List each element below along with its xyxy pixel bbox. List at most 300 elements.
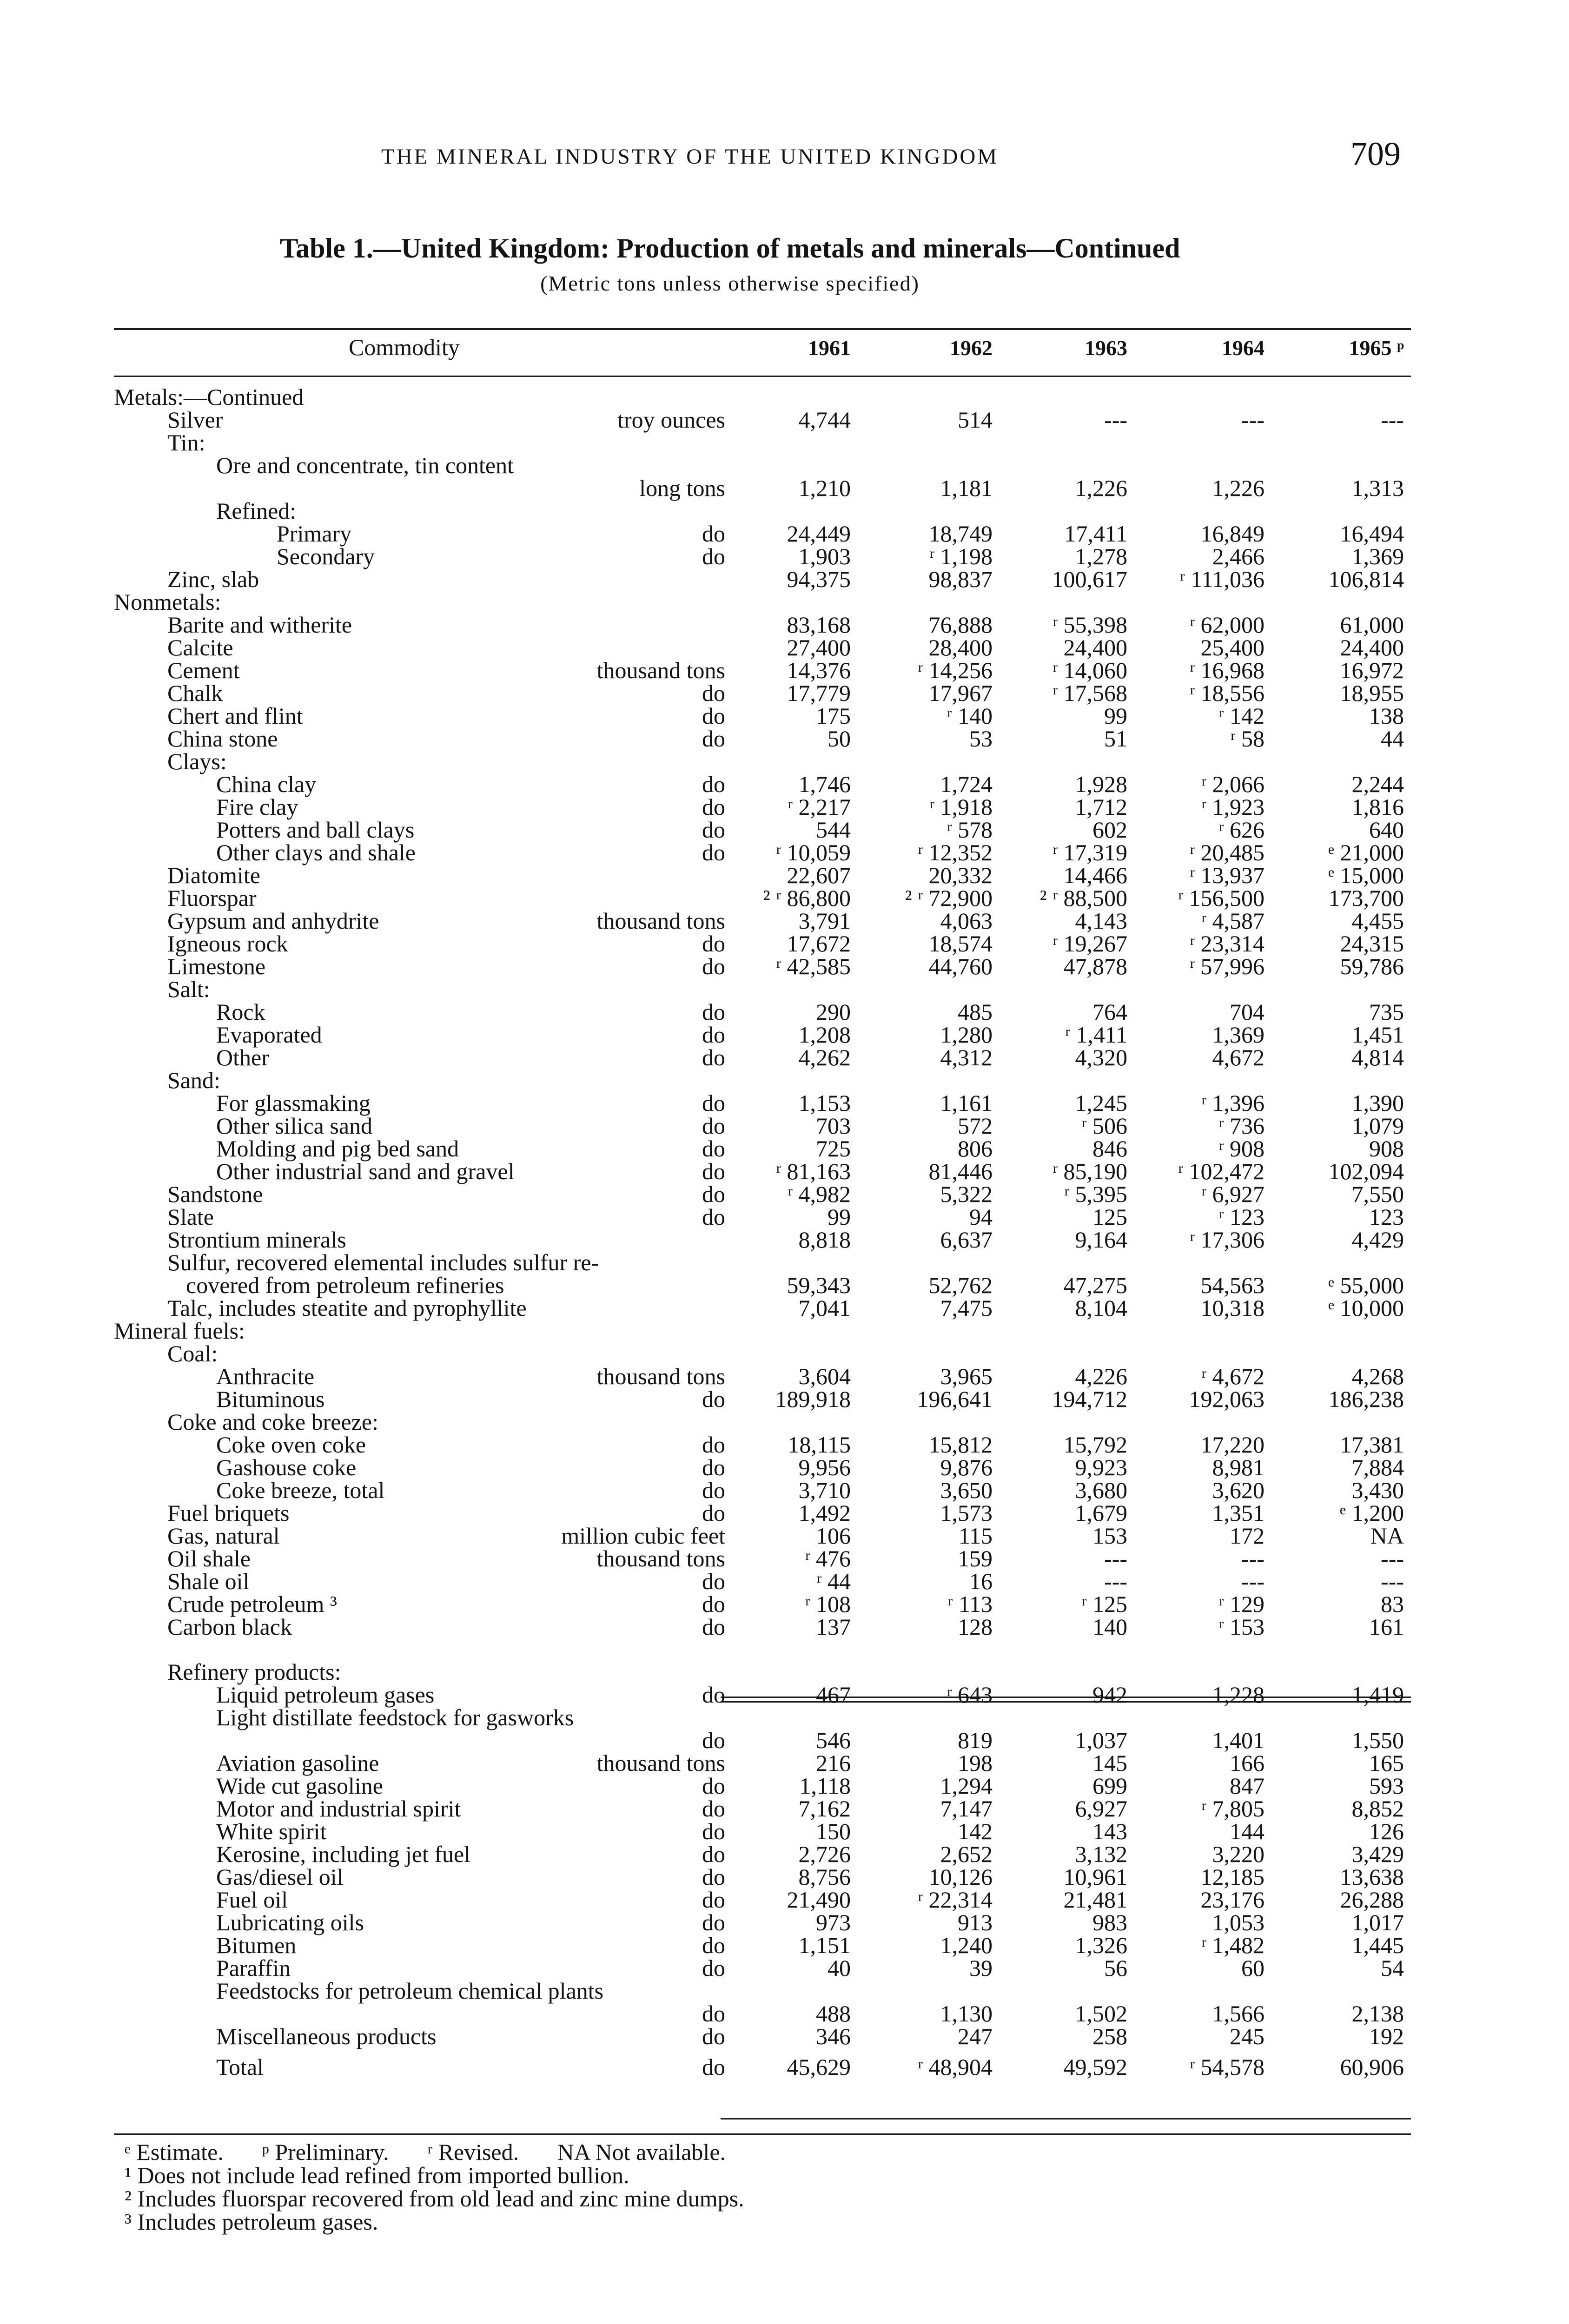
cell-value: 1,903 <box>798 543 851 569</box>
cell-value: 1,118 <box>799 1773 851 1799</box>
row-label: Bitumen <box>216 1932 297 1958</box>
cell-value: 16,972 <box>1340 657 1404 683</box>
cell-value: ʳ 129 <box>1218 1591 1264 1617</box>
row-unit: do <box>702 1204 725 1230</box>
cell-value: --- <box>1241 1545 1264 1571</box>
cell-value: ʳ 142 <box>1218 703 1264 729</box>
row-unit: do <box>702 817 725 843</box>
row-unit: do <box>702 1818 725 1844</box>
cell-value: ʳ 44 <box>816 1568 851 1594</box>
row-unit: million cubic feet <box>561 1523 725 1549</box>
cell-value: 3,791 <box>798 908 851 934</box>
cell-value: 346 <box>816 2023 851 2049</box>
cell-value: ʳ 17,306 <box>1190 1227 1264 1253</box>
cell-value: 4,744 <box>798 407 851 433</box>
row-label: Coal: <box>167 1340 218 1367</box>
cell-value: ² ʳ 88,500 <box>1039 885 1127 911</box>
cell-value: 704 <box>1230 999 1264 1025</box>
cell-value: 17,381 <box>1340 1432 1404 1458</box>
row-unit: do <box>702 1136 725 1162</box>
table-row <box>0 1661 1569 1684</box>
row-label: Sandstone <box>167 1181 263 1207</box>
row-unit: troy ounces <box>617 407 725 433</box>
table-row <box>0 750 1569 773</box>
row-label: Other <box>216 1044 269 1070</box>
row-label: Talc, includes steatite and pyrophyllite <box>167 1295 527 1321</box>
table-row <box>0 659 1569 682</box>
cell-value: --- <box>1241 407 1264 433</box>
cell-value: 1,130 <box>940 2000 993 2027</box>
cell-value: 59,343 <box>787 1272 851 1298</box>
row-unit: do <box>702 1591 725 1617</box>
row-label: White spirit <box>216 1818 327 1844</box>
row-label: Fuel oil <box>216 1887 288 1913</box>
cell-value: 1,226 <box>1212 475 1264 501</box>
cell-value: 17,779 <box>787 680 851 706</box>
cell-value: 7,147 <box>940 1796 993 1822</box>
cell-value: 83,168 <box>787 612 851 638</box>
cell-value: 4,672 <box>1212 1044 1264 1070</box>
cell-value: 9,923 <box>1075 1454 1127 1480</box>
row-unit: do <box>702 1864 725 1890</box>
table-row <box>0 1547 1569 1570</box>
table-row <box>0 1866 1569 1888</box>
row-label: Ore and concentrate, tin content <box>216 452 514 478</box>
row-unit: do <box>702 2000 725 2027</box>
table-row <box>0 1706 1569 1729</box>
row-unit: do <box>702 1158 725 1184</box>
cell-value: 47,275 <box>1063 1272 1127 1298</box>
cell-value: 192 <box>1369 2023 1404 2049</box>
cell-value: 3,430 <box>1351 1477 1404 1503</box>
row-unit: do <box>702 931 725 957</box>
cell-value: 3,220 <box>1212 1841 1264 1867</box>
cell-value: ʳ 1,396 <box>1201 1090 1264 1116</box>
cell-value: 1,401 <box>1212 1727 1264 1753</box>
cell-value: 8,818 <box>798 1227 851 1253</box>
cell-value: 1,228 <box>1212 1682 1264 1708</box>
table-row <box>0 568 1569 591</box>
cell-value: ʳ 4,672 <box>1201 1363 1264 1389</box>
cell-value: 485 <box>958 999 993 1025</box>
cell-value: 1,313 <box>1351 475 1404 501</box>
cell-value: 7,475 <box>940 1295 993 1321</box>
cell-value: ʳ 14,256 <box>918 657 993 683</box>
row-label: Lubricating oils <box>216 1909 364 1935</box>
cell-value: 142 <box>958 1818 993 1844</box>
row-unit: thousand tons <box>596 1545 725 1571</box>
cell-value: 9,164 <box>1075 1227 1127 1253</box>
cell-value: 7,884 <box>1351 1454 1404 1480</box>
table-row <box>0 1684 1569 1706</box>
cell-value: 26,288 <box>1340 1887 1404 1913</box>
row-label: Mineral fuels: <box>114 1318 245 1344</box>
cell-value: ʳ 908 <box>1218 1136 1264 1162</box>
row-unit: do <box>702 2023 725 2049</box>
cell-value: --- <box>1381 407 1404 433</box>
cell-value: --- <box>1104 1545 1127 1571</box>
row-label: China stone <box>167 726 278 752</box>
row-label: Oil shale <box>167 1545 251 1571</box>
row-unit: do <box>702 1887 725 1913</box>
row-label: Gashouse coke <box>216 1454 357 1480</box>
table-row <box>0 1092 1569 1115</box>
row-unit: do <box>702 1386 725 1412</box>
row-label: Gypsum and anhydrite <box>167 908 379 934</box>
cell-value: 973 <box>816 1909 851 1935</box>
row-unit: do <box>702 999 725 1025</box>
cell-value: ʳ 58 <box>1230 726 1264 752</box>
cell-value: 153 <box>1092 1523 1127 1549</box>
table-row <box>0 1593 1569 1616</box>
cell-value: ʳ 1,918 <box>929 794 993 820</box>
cell-value: 572 <box>958 1113 993 1139</box>
row-unit: thousand tons <box>596 657 725 683</box>
row-label: Other silica sand <box>216 1113 373 1139</box>
cell-value: 1,566 <box>1212 2000 1264 2027</box>
table-row <box>0 1456 1569 1479</box>
cell-value: ʳ 736 <box>1218 1113 1264 1139</box>
cell-value: --- <box>1104 407 1127 433</box>
row-label: Limestone <box>167 953 266 979</box>
table-row <box>0 841 1569 864</box>
row-label: Secondary <box>277 543 375 569</box>
table-row <box>0 727 1569 750</box>
cell-value: ʳ 125 <box>1081 1591 1127 1617</box>
table-row <box>0 1320 1569 1342</box>
cell-value: ʳ 108 <box>805 1591 851 1617</box>
cell-value: 1,351 <box>1212 1500 1264 1526</box>
table-row <box>0 1843 1569 1866</box>
row-unit: do <box>702 1614 725 1640</box>
cell-value: 94 <box>969 1204 993 1230</box>
row-label: Evaporated <box>216 1022 322 1048</box>
cell-value: 2,138 <box>1351 2000 1404 2027</box>
table-row <box>0 2002 1569 2025</box>
row-unit: do <box>702 1727 725 1753</box>
cell-value: --- <box>1241 1568 1264 1594</box>
cell-value: 10,126 <box>928 1864 993 1890</box>
table-bottom-rule <box>114 2133 1411 2135</box>
cell-value: 47,878 <box>1063 953 1127 979</box>
cell-value: 15,792 <box>1063 1432 1127 1458</box>
row-label: Motor and industrial spirit <box>216 1796 461 1822</box>
cell-value: 45,629 <box>787 2054 851 2080</box>
cell-value: 258 <box>1092 2023 1127 2049</box>
cell-value: ʳ 57,996 <box>1190 953 1264 979</box>
row-label: Wide cut gasoline <box>216 1773 383 1799</box>
table-row <box>0 1729 1569 1752</box>
table-row <box>0 955 1569 978</box>
cell-value: 908 <box>1369 1136 1404 1162</box>
row-label: Cement <box>167 657 240 683</box>
cell-value: 4,814 <box>1351 1044 1404 1070</box>
cell-value: ʳ 13,937 <box>1190 862 1264 888</box>
cell-value: 593 <box>1369 1773 1404 1799</box>
table-row <box>0 1570 1569 1593</box>
table-row <box>0 477 1569 500</box>
row-label: Fluorspar <box>167 885 257 911</box>
cell-value: ʳ 14,060 <box>1053 657 1127 683</box>
row-unit: do <box>702 1113 725 1139</box>
row-label: Kerosine, including jet fuel <box>216 1841 471 1867</box>
table-row <box>0 1342 1569 1365</box>
row-unit: do <box>702 726 725 752</box>
row-unit: do <box>702 1568 725 1594</box>
cell-value: ʳ 626 <box>1218 817 1264 843</box>
cell-value: 1,573 <box>940 1500 993 1526</box>
cell-value: ʳ 20,485 <box>1190 839 1264 865</box>
running-head: THE MINERAL INDUSTRY OF THE UNITED KINGDOM <box>381 145 999 169</box>
cell-value: 99 <box>1104 703 1127 729</box>
row-label: Light distillate feedstock for gasworks <box>216 1704 574 1730</box>
cell-value: 4,429 <box>1351 1227 1404 1253</box>
column-header-commodity: Commodity <box>349 334 460 360</box>
cell-value: 847 <box>1230 1773 1264 1799</box>
table-row <box>0 1046 1569 1069</box>
cell-value: 60,906 <box>1340 2054 1404 2080</box>
cell-value: 1,245 <box>1075 1090 1127 1116</box>
cell-value: 819 <box>958 1727 993 1753</box>
cell-value: 9,956 <box>798 1454 851 1480</box>
cell-value: 1,502 <box>1075 2000 1127 2027</box>
cell-value: 725 <box>816 1136 851 1162</box>
cell-value: 126 <box>1369 1818 1404 1844</box>
table-row <box>0 1775 1569 1797</box>
row-label: Fuel briquets <box>167 1500 290 1526</box>
cell-value: 186,238 <box>1328 1386 1404 1412</box>
row-label: Chert and flint <box>167 703 303 729</box>
cell-value: 106 <box>816 1523 851 1549</box>
row-label: Molding and pig bed sand <box>216 1136 459 1162</box>
row-label: Aviation gasoline <box>216 1750 379 1776</box>
cell-value: 1,210 <box>798 475 851 501</box>
row-unit: do <box>702 680 725 706</box>
cell-value: 99 <box>828 1204 851 1230</box>
row-label: Tin: <box>167 429 205 456</box>
table-row <box>0 910 1569 932</box>
cell-value: 21,481 <box>1063 1887 1127 1913</box>
table-row <box>0 1957 1569 1980</box>
row-label: China clay <box>216 771 317 797</box>
cell-value: 1,278 <box>1075 543 1127 569</box>
cell-value: 27,400 <box>787 634 851 660</box>
row-unit: thousand tons <box>596 1750 725 1776</box>
header-bottom-rule <box>114 376 1411 377</box>
cell-value: 17,220 <box>1200 1432 1264 1458</box>
cell-value: --- <box>1381 1545 1404 1571</box>
cell-value: 24,449 <box>787 521 851 547</box>
cell-value: 18,115 <box>788 1432 851 1458</box>
cell-value: ᵉ 10,000 <box>1328 1295 1404 1321</box>
cell-value: 3,429 <box>1351 1841 1404 1867</box>
row-unit: do <box>702 953 725 979</box>
table-row <box>0 1797 1569 1820</box>
cell-value: 24,315 <box>1340 931 1404 957</box>
cell-value: 49,592 <box>1063 2054 1127 2080</box>
cell-value: 806 <box>958 1136 993 1162</box>
row-unit: long tons <box>639 475 725 501</box>
row-label: Zinc, slab <box>167 566 259 592</box>
table-row <box>0 431 1569 454</box>
row-unit: do <box>702 1022 725 1048</box>
cell-value: 247 <box>958 2023 993 2049</box>
row-unit: do <box>702 1044 725 1070</box>
column-header-1962: 1962 <box>950 336 993 360</box>
cell-value: 145 <box>1092 1750 1127 1776</box>
table-row <box>0 773 1569 796</box>
cell-value: 699 <box>1092 1773 1127 1799</box>
table-title: Table 1.—United Kingdom: Production of metals and minerals—Continued <box>279 233 1180 264</box>
cell-value: 1,724 <box>940 771 993 797</box>
cell-value: --- <box>1381 1568 1404 1594</box>
cell-value: 54 <box>1381 1955 1404 1981</box>
row-label: Gas/diesel oil <box>216 1864 344 1890</box>
page-number: 709 <box>1351 135 1401 172</box>
cell-value: 28,400 <box>928 634 993 660</box>
cell-value: 16,494 <box>1340 521 1404 547</box>
cell-value: ʳ 140 <box>947 703 993 729</box>
cell-value: 640 <box>1369 817 1404 843</box>
table-row <box>0 932 1569 955</box>
row-unit: do <box>702 1773 725 1799</box>
cell-value: 1,079 <box>1351 1113 1404 1139</box>
column-header-1964: 1964 <box>1222 336 1264 360</box>
table-row <box>0 1980 1569 2002</box>
cell-value: 1,369 <box>1212 1022 1264 1048</box>
cell-value: 5,322 <box>940 1181 993 1207</box>
table-row <box>0 545 1569 568</box>
row-label: Igneous rock <box>167 931 288 957</box>
cell-value: 12,185 <box>1200 1864 1264 1890</box>
cell-value: ʳ 123 <box>1218 1204 1264 1230</box>
cell-value: ᵉ 15,000 <box>1328 862 1404 888</box>
cell-value: ʳ 42,585 <box>776 953 851 979</box>
cell-value: 1,369 <box>1351 543 1404 569</box>
cell-value: 1,928 <box>1075 771 1127 797</box>
cell-value: ʳ 23,314 <box>1190 931 1264 957</box>
cell-value: 76,888 <box>928 612 993 638</box>
table-row <box>0 454 1569 477</box>
table-row <box>0 1183 1569 1206</box>
cell-value: 18,574 <box>928 931 993 957</box>
cell-value: 81,446 <box>928 1158 993 1184</box>
cell-value: 17,967 <box>928 680 993 706</box>
cell-value: 16,849 <box>1200 521 1264 547</box>
cell-value: 1,492 <box>798 1500 851 1526</box>
table-row <box>0 386 1569 409</box>
cell-value: ʳ 54,578 <box>1190 2054 1264 2080</box>
cell-value: 1,419 <box>1351 1682 1404 1708</box>
cell-value: 165 <box>1369 1750 1404 1776</box>
cell-value: 172 <box>1230 1523 1264 1549</box>
cell-value: 7,162 <box>798 1796 851 1822</box>
cell-value: ʳ 81,163 <box>776 1158 851 1184</box>
table-row <box>0 1411 1569 1433</box>
row-label: Strontium minerals <box>167 1227 346 1253</box>
cell-value: 83 <box>1381 1591 1404 1617</box>
cell-value: 703 <box>816 1113 851 1139</box>
row-label: Potters and ball clays <box>216 817 415 843</box>
cell-value: 39 <box>969 1955 993 1981</box>
cell-value: 98,837 <box>928 566 993 592</box>
cell-value: 1,208 <box>798 1022 851 1048</box>
column-header-1965: 1965 ᵖ <box>1349 336 1404 360</box>
cell-value: 1,451 <box>1351 1022 1404 1048</box>
row-unit: do <box>702 839 725 865</box>
cell-value: ʳ 643 <box>947 1682 993 1708</box>
cell-value: 1,153 <box>798 1090 851 1116</box>
row-label: Other clays and shale <box>216 839 416 865</box>
column-header-1961: 1961 <box>808 336 851 360</box>
cell-value: 3,620 <box>1212 1477 1264 1503</box>
cell-value: ʳ 2,066 <box>1201 771 1264 797</box>
cell-value: ʳ 85,190 <box>1053 1158 1127 1184</box>
row-unit: do <box>702 1181 725 1207</box>
cell-value: 140 <box>1092 1614 1127 1640</box>
row-label: For glassmaking <box>216 1090 371 1116</box>
cell-value: ʳ 4,982 <box>788 1181 851 1207</box>
footnote-3: ³ Includes petroleum gases. <box>125 2209 378 2235</box>
table-row <box>0 1001 1569 1023</box>
table-row <box>0 636 1569 659</box>
legend-revised: ʳ Revised. <box>427 2139 519 2165</box>
cell-value: 59,786 <box>1340 953 1404 979</box>
cell-value: 16 <box>969 1568 993 1594</box>
row-label: Rock <box>216 999 265 1025</box>
cell-value: 106,814 <box>1328 566 1404 592</box>
total-rule <box>721 2118 1411 2119</box>
cell-value: ʳ 55,398 <box>1053 612 1127 638</box>
cell-value: 17,411 <box>1064 521 1127 547</box>
row-label: Paraffin <box>216 1955 291 1981</box>
cell-value: ʳ 16,968 <box>1190 657 1264 683</box>
table-row <box>0 887 1569 910</box>
row-label: Primary <box>277 521 352 547</box>
cell-value: 18,955 <box>1340 680 1404 706</box>
cell-value: 102,094 <box>1328 1158 1404 1184</box>
row-unit: do <box>702 771 725 797</box>
cell-value: 245 <box>1230 2023 1264 2049</box>
cell-value: 115 <box>958 1523 993 1549</box>
row-unit: do <box>702 1090 725 1116</box>
table-row <box>0 1206 1569 1228</box>
row-label: Coke breeze, total <box>216 1477 385 1503</box>
cell-value: 17,672 <box>787 931 851 957</box>
cell-value: ʳ 578 <box>947 817 993 843</box>
cell-value: 1,240 <box>940 1932 993 1958</box>
cell-value: 25,400 <box>1200 634 1264 660</box>
cell-value: 9,876 <box>940 1454 993 1480</box>
row-label: Slate <box>167 1204 214 1230</box>
table-row <box>0 1888 1569 1911</box>
cell-value: ᵉ 21,000 <box>1328 839 1404 865</box>
cell-value: 3,650 <box>940 1477 993 1503</box>
cell-value: 4,063 <box>940 908 993 934</box>
cell-value: 54,563 <box>1200 1272 1264 1298</box>
legend-estimate: ᵉ Estimate. <box>125 2139 224 2165</box>
cell-value: 8,852 <box>1351 1796 1404 1822</box>
cell-value: 1,161 <box>940 1090 993 1116</box>
table-row <box>0 1616 1569 1638</box>
cell-value: 514 <box>958 407 993 433</box>
cell-value: ʳ 7,805 <box>1201 1796 1264 1822</box>
row-label: Shale oil <box>167 1568 250 1594</box>
cell-value: ʳ 111,036 <box>1179 566 1264 592</box>
cell-value: ʳ 113 <box>947 1591 993 1617</box>
table-row <box>0 2025 1569 2048</box>
cell-value: 143 <box>1092 1818 1127 1844</box>
